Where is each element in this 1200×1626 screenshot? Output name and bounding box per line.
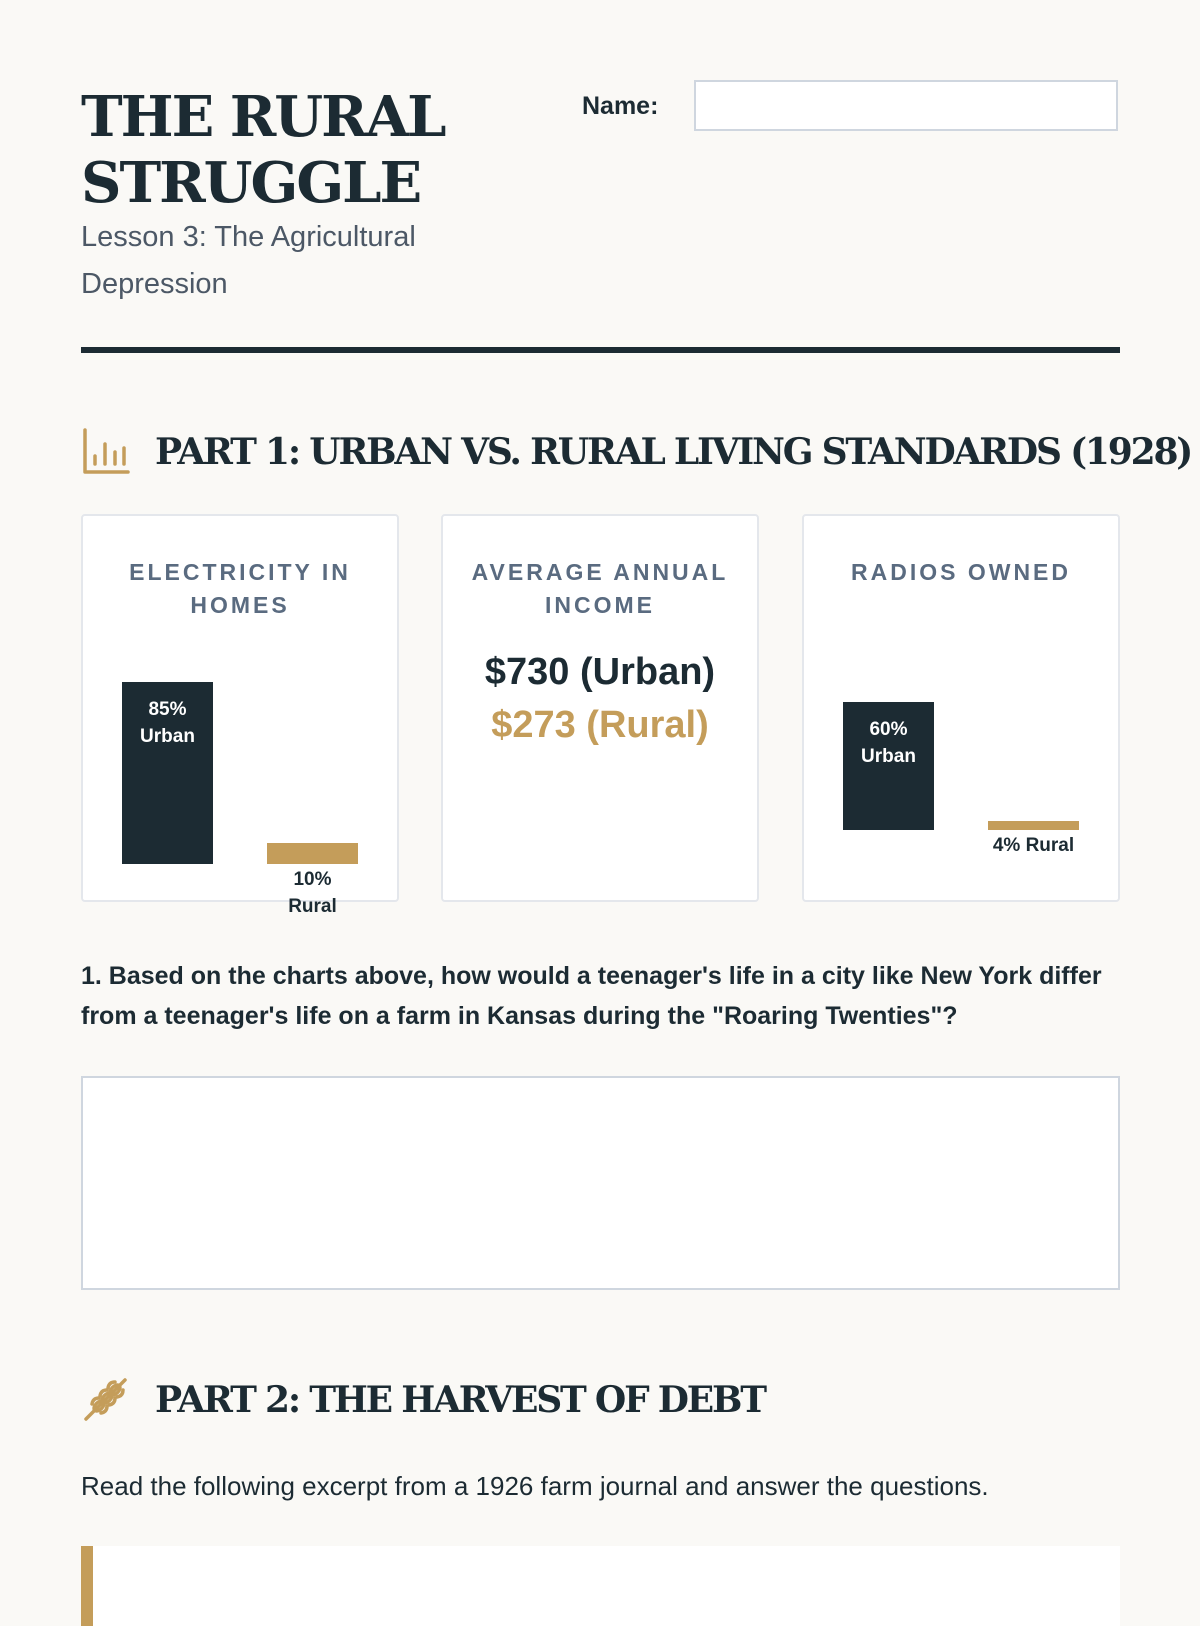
electricity-rural-label: 10% Rural	[288, 869, 337, 917]
journal-excerpt-box	[81, 1546, 1120, 1626]
worksheet-header	[81, 84, 1120, 354]
header-divider	[81, 347, 1120, 353]
part1-title: PART 1: URBAN VS. RURAL LIVING STANDARDS (1928)	[155, 431, 1192, 473]
lesson-subtitle: Lesson 3: The Agricultural Depression	[81, 221, 416, 300]
radios-card	[802, 514, 1120, 902]
income-rural-value: $273 (Rural)	[491, 704, 709, 746]
income-card	[441, 514, 759, 902]
radios-rural-bar	[988, 821, 1079, 830]
name-label: Name:	[582, 92, 659, 120]
electricity-card	[81, 514, 399, 917]
part2-instructions: Read the following excerpt from a 1926 farm journal and answer the questions.	[81, 1471, 989, 1501]
part2-heading	[81, 1374, 1120, 1430]
electricity-urban-label: 85% Urban	[140, 699, 195, 748]
radios-rural-label: 4% Rural	[992, 835, 1075, 856]
question-1-answer-field[interactable]	[81, 1076, 1120, 1290]
income-card-title: AVERAGE ANNUAL INCOME	[471, 559, 729, 618]
part1-heading	[81, 426, 1192, 482]
part2-title: PART 2: THE HARVEST OF DEBT	[155, 1379, 765, 1421]
electricity-rural-bar	[267, 843, 358, 864]
radios-card-title: RADIOS OWNED	[851, 559, 1071, 585]
electricity-card-title: ELECTRICITY IN HOMES	[129, 559, 351, 618]
income-values	[443, 646, 757, 752]
worksheet-title: THE RURAL STRUGGLE	[81, 84, 445, 216]
wheat-icon	[81, 1374, 131, 1424]
stat-cards	[81, 514, 1120, 917]
income-urban-value: $730 (Urban)	[484, 651, 716, 693]
radios-urban-label: 60% Urban	[861, 718, 916, 767]
bar-chart-icon	[81, 426, 131, 476]
question-1: 1. Based on the charts above, how would a teenager's life in a city like New York differ from a teenager's life on a farm in Kansas during the "Roaring Twenties"?	[81, 962, 1102, 1030]
name-input[interactable]	[694, 80, 1118, 131]
